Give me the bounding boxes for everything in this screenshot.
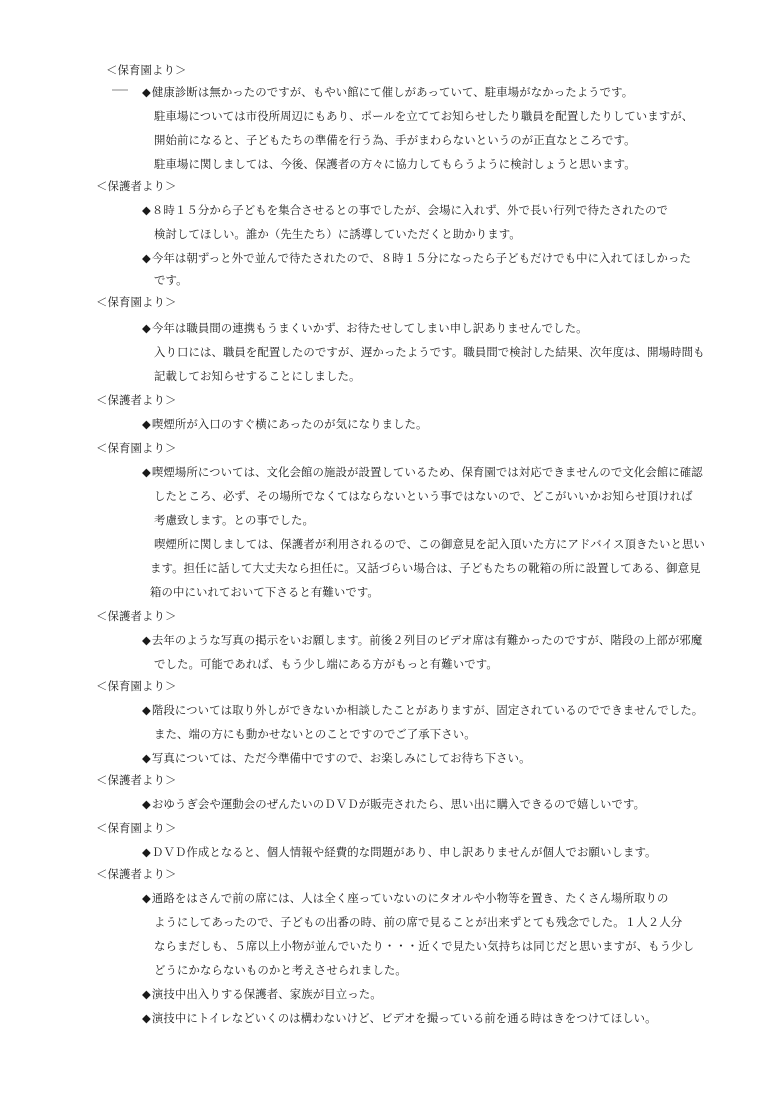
- comment-continuation: 考慮致します。との事でした。: [154, 513, 314, 527]
- comment-item: [142, 844, 657, 860]
- comment-continuation: また、端の方にも動かせないとのことですのでご了承下さい。: [154, 727, 476, 741]
- comment-continuation: 入り口には、職員を配置したのですが、遅かったようです。職員間で検討した結果、次年度は、開場時間も: [154, 345, 705, 359]
- speaker-heading: ＜保護者より＞: [96, 609, 177, 623]
- comment-item: [142, 750, 531, 766]
- comment-item: [142, 632, 702, 648]
- comment-continuation: 駐車場については市役所周辺にもあり、ポールを立ててお知らせしたり職員を配置したりしていますが、: [154, 109, 694, 123]
- comment-continuation: 記載してお知らせすることにしました。: [154, 369, 361, 383]
- comment-item: [142, 202, 668, 218]
- speaker-heading: ＜保育園より＞: [96, 441, 177, 455]
- comment-text: 今年は朝ずっと外で並んで待たされたので、８時１５分になったら子どもだけでも中に入れてほしかった: [151, 251, 692, 265]
- speaker-heading: ＜保護者より＞: [96, 773, 177, 787]
- speaker-heading: ＜保育園より＞: [96, 679, 177, 693]
- diamond-bullet-icon: ◆: [142, 633, 151, 647]
- comment-continuation: でした。可能であれば、もう少し端にある方がもっと有難いです。: [154, 657, 498, 671]
- comment-text: 演技中にトイレなどいくのは構わないけど、ビデオを撮っている前を通る時はきをつけてほしい。: [151, 1011, 657, 1025]
- comment-continuation: ならまだしも、５席以上小物が並んでいたり・・・近くで見たい気持ちは同じだと思いますが、もう少し: [154, 939, 695, 953]
- comment-text: 演技中出入りする保護者、家族が目立った。: [151, 987, 382, 1001]
- speaker-heading: ＜保護者より＞: [96, 179, 177, 193]
- comment-continuation: 検討してほしい。誰か（先生たち）に誘導していただくと助かります。: [154, 227, 521, 241]
- diamond-bullet-icon: ◆: [142, 751, 151, 765]
- comment-item: [142, 702, 703, 718]
- diamond-bullet-icon: ◆: [142, 845, 151, 859]
- comment-item: [142, 796, 645, 812]
- comment-item: [142, 416, 428, 432]
- comment-continuation: したところ、必ず、その場所でなくてはならないという事ではないので、どこがいいかお知らせ頂ければ: [154, 489, 693, 503]
- comment-text: 通路をはさんで前の席には、人は全く座っていないのにタオルや小物等を置き、たくさん場所取りの: [151, 891, 669, 905]
- comment-text: おゆうぎ会や運動会のぜんたいのＤＶＤが販売されたら、思い出に購入できるので嬉しいです。: [151, 797, 646, 811]
- comment-continuation: どうにかならないものかと考えさせられました。: [154, 963, 407, 977]
- comment-item: [142, 84, 633, 100]
- diamond-bullet-icon: ◆: [142, 797, 151, 811]
- comment-continuation: です。: [154, 273, 188, 287]
- diamond-bullet-icon: ◆: [142, 987, 151, 1001]
- diamond-bullet-icon: ◆: [142, 203, 151, 217]
- comment-item: [142, 890, 669, 906]
- speaker-heading: ＜保育園より＞: [96, 295, 177, 309]
- diamond-bullet-icon: ◆: [142, 465, 151, 479]
- diamond-bullet-icon: ◆: [142, 321, 151, 335]
- diamond-bullet-icon: ◆: [142, 417, 151, 431]
- comment-text: 写真については、ただ今準備中ですので、お楽しみにしてお待ち下さい。: [151, 751, 531, 765]
- comment-item: [142, 464, 703, 480]
- comment-continuation: 開始前になると、子どもたちの準備を行う為、手がまわらないというのが正直なところです。: [154, 133, 636, 147]
- speaker-heading: ＜保護者より＞: [96, 867, 177, 881]
- comment-continuation: 喫煙所に関しましては、保護者が利用されるので、この御意見を記入頂いた方にアドバイス頂きたいと思い: [154, 537, 705, 551]
- comment-continuation: 箱の中にいれておいて下さると有難いです。: [150, 585, 379, 599]
- speaker-heading: ＜保育園より＞: [106, 63, 187, 77]
- comment-text: 去年のような写真の掲示をいお願します。前後２列目のビデオ席は有難かったのですが、階段の上部が邪魔: [151, 633, 703, 647]
- comment-text: ８時１５分から子どもを集合させるとの事でしたが、会場に入れず、外で長い行列で待たされたので: [151, 203, 669, 217]
- speaker-heading: ＜保育園より＞: [96, 821, 177, 835]
- diamond-bullet-icon: ◆: [142, 85, 151, 99]
- diamond-bullet-icon: ◆: [142, 703, 151, 717]
- comment-text: 喫煙所が入口のすぐ横にあったのが気になりました。: [151, 417, 428, 431]
- comment-text: 喫煙場所については、文化会館の施設が設置しているため、保育園では対応できませんので文化会館に確認: [151, 465, 703, 479]
- comment-item: [142, 250, 691, 266]
- comment-continuation: ます。担任に話して大丈夫なら担任に。又話づらい場合は、子どもたちの靴箱の所に設置してある、御意見: [150, 561, 701, 575]
- comment-continuation: ようにしてあったので、子どもの出番の時、前の席で見ることが出来ずとても残念でした。１人２人分: [154, 915, 683, 929]
- comment-item: [142, 320, 588, 336]
- comment-text: 階段については取り外しができないか相談したことがありますが、固定されているのでできませんでした。: [151, 703, 704, 717]
- diamond-bullet-icon: ◆: [142, 891, 151, 905]
- comment-continuation: 駐車場に関しましては、今後、保護者の方々に協力してもらうように検討しょうと思います。: [154, 157, 636, 171]
- scan-mark: [112, 89, 128, 91]
- comment-item: [142, 1010, 657, 1026]
- comment-text: ＤＶＤ作成となると、個人情報や経費的な問題があり、申し訳ありませんが個人でお願いします。: [151, 845, 657, 859]
- comment-text: 健康診断は無かったのですが、もやい館にて催しがあっていて、駐車場がなかったようです。: [151, 85, 634, 99]
- diamond-bullet-icon: ◆: [142, 1011, 151, 1025]
- speaker-heading: ＜保護者より＞: [96, 393, 177, 407]
- comment-item: [142, 986, 382, 1002]
- diamond-bullet-icon: ◆: [142, 251, 151, 265]
- comment-text: 今年は職員間の連携もうまくいかず、お待たせしてしまい申し訳ありませんでした。: [151, 321, 588, 335]
